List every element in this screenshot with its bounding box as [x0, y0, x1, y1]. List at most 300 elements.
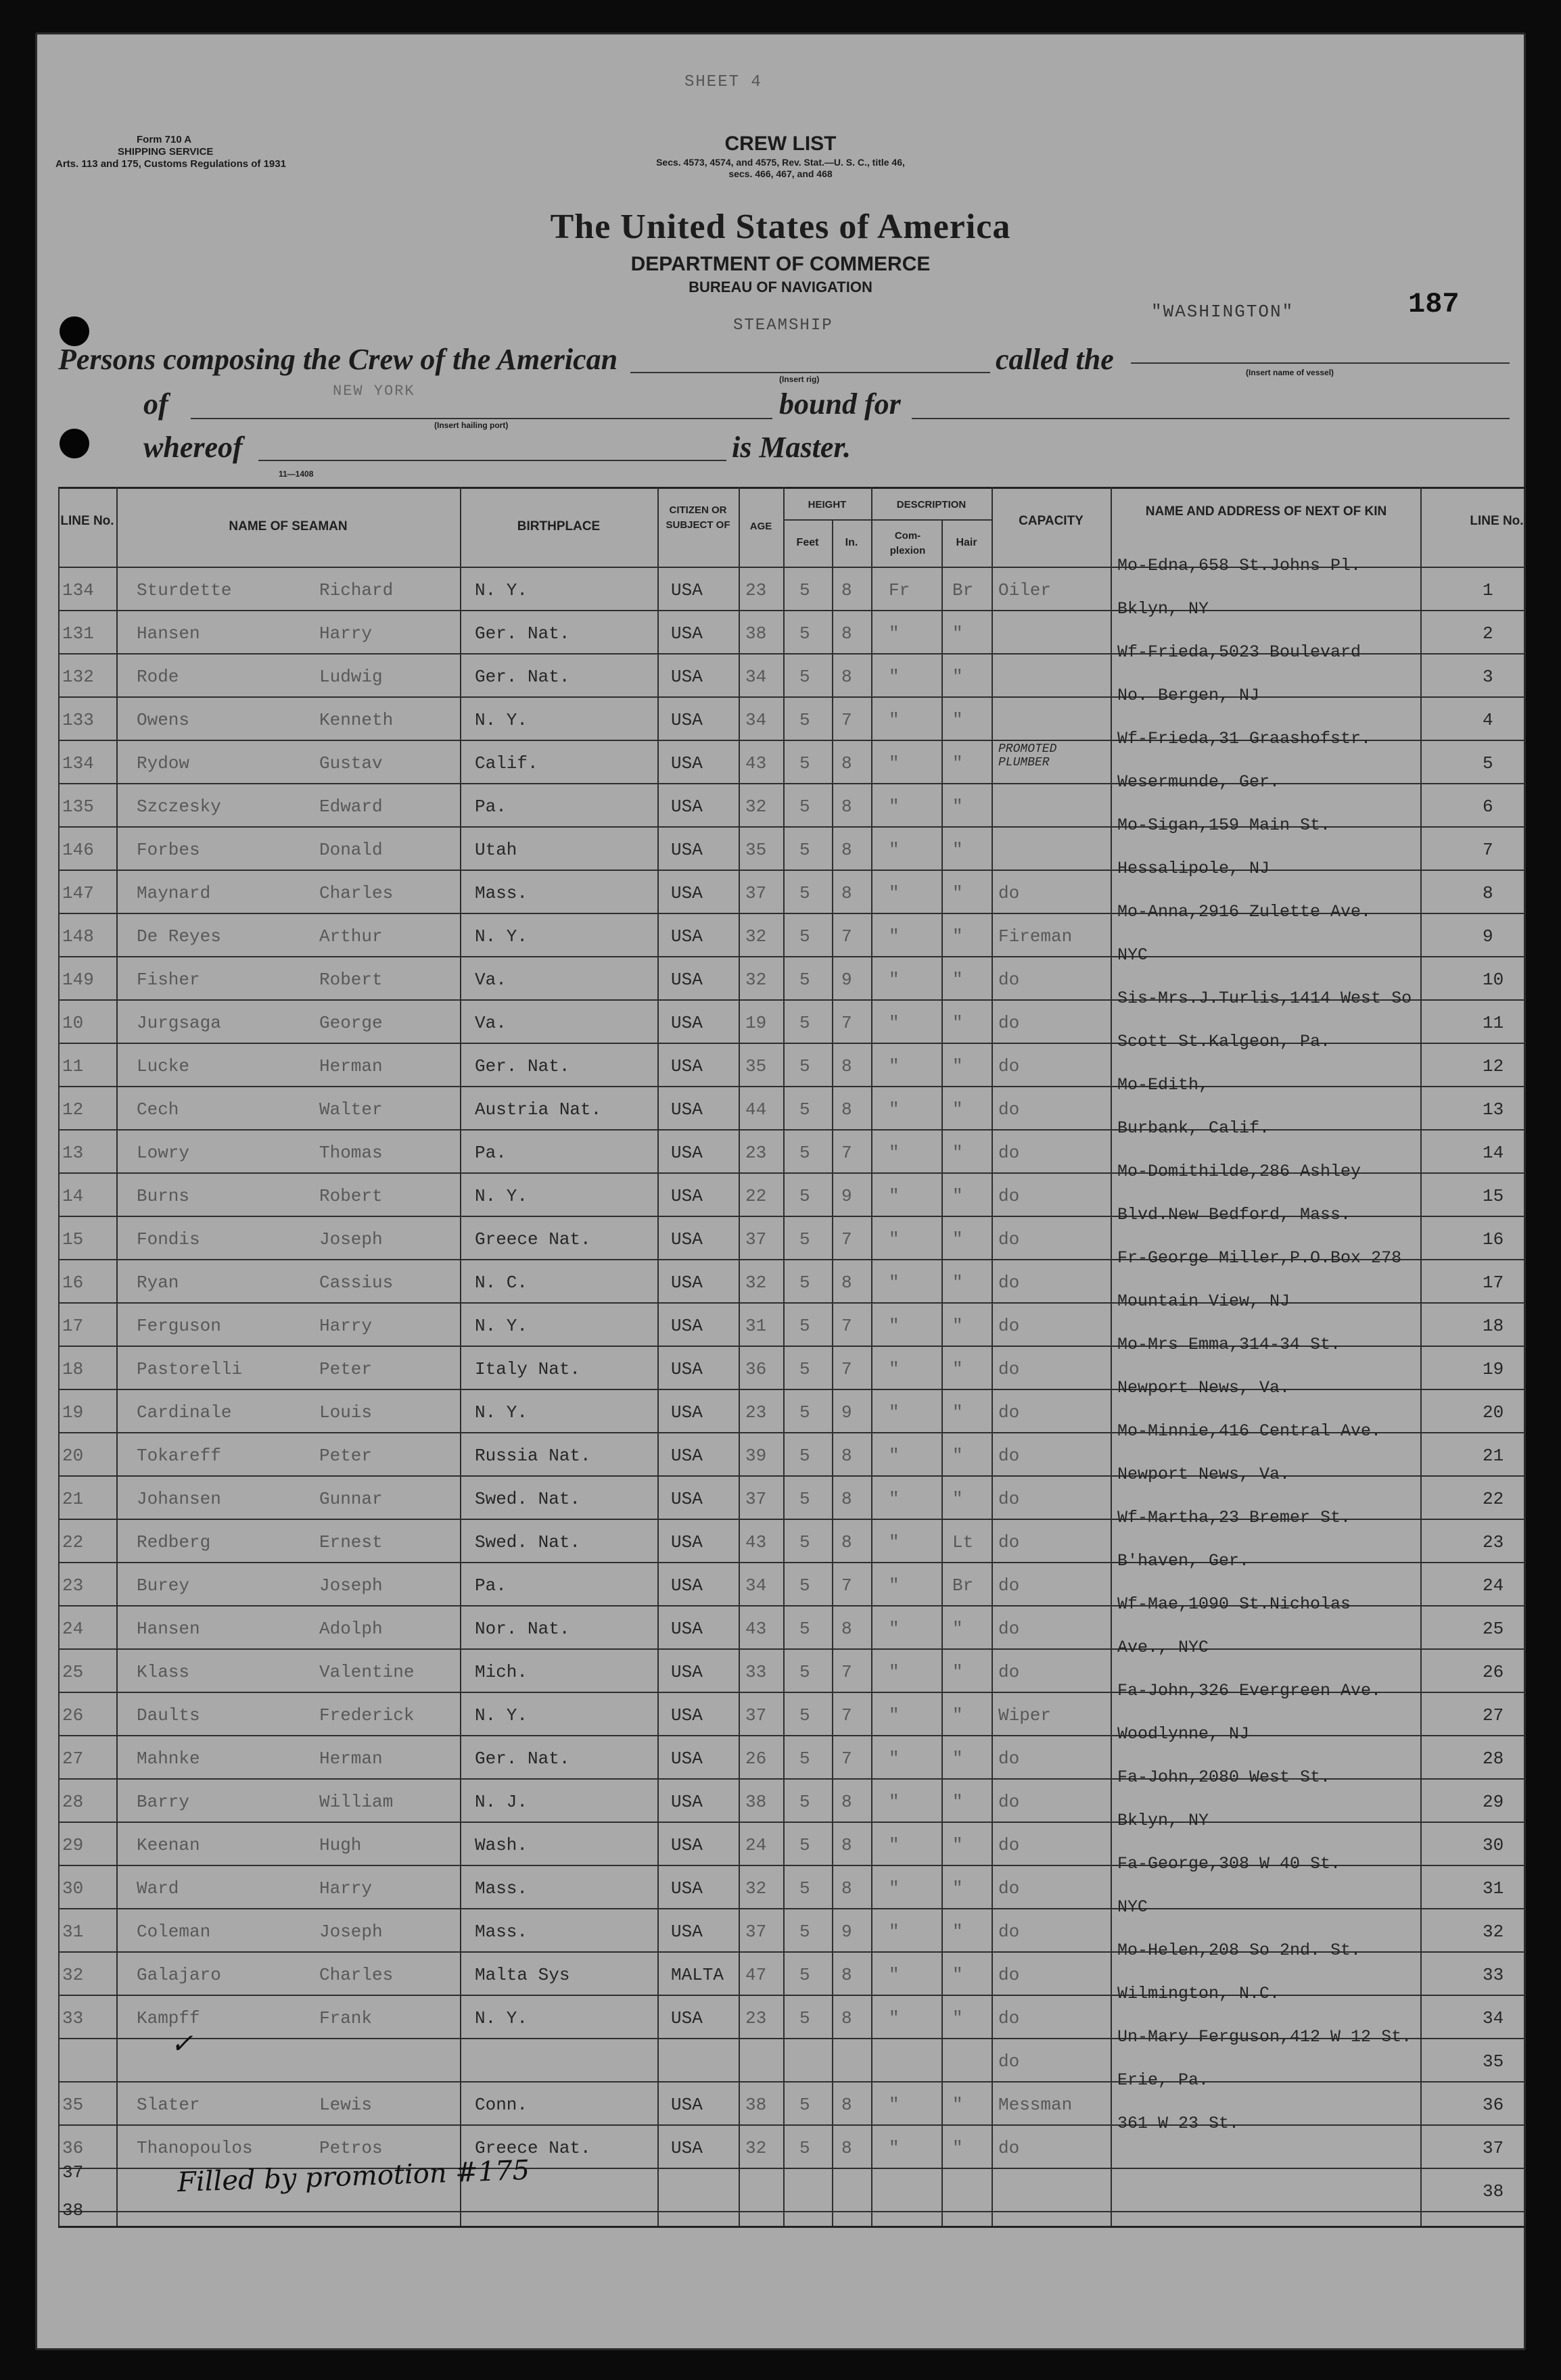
next-of-kin-cell: Mo-Edith,	[1117, 1075, 1209, 1095]
complexion-cell: "	[889, 1748, 900, 1769]
age-cell: 37	[745, 1229, 767, 1250]
seaman-surname: Cardinale	[137, 1402, 232, 1423]
capacity-cell: do	[998, 2051, 1020, 2072]
row-divider	[58, 783, 1526, 784]
citizen-cell: USA	[671, 1662, 703, 1682]
next-of-kin-cell: Newport News, Va.	[1117, 1378, 1290, 1398]
seaman-surname: Daults	[137, 1705, 200, 1726]
age-cell: 23	[745, 580, 767, 600]
birthplace-cell: N. Y.	[475, 1316, 528, 1336]
next-of-kin-cell: Newport News, Va.	[1117, 1465, 1290, 1484]
row-divider	[58, 1908, 1526, 1909]
capacity-cell: do	[998, 1748, 1020, 1769]
seaman-surname: Barry	[137, 1792, 190, 1812]
citizen-cell: USA	[671, 753, 703, 774]
inches-cell: 8	[841, 2008, 852, 2028]
citizen-cell: USA	[671, 1272, 703, 1293]
complexion-cell: "	[889, 1272, 900, 1293]
complexion-cell: "	[889, 1878, 900, 1899]
age-cell: 43	[745, 753, 767, 774]
right-line-number: 36	[1483, 2095, 1504, 2115]
capacity-cell: do	[998, 1878, 1020, 1899]
inches-cell: 7	[841, 926, 852, 947]
feet-cell: 5	[799, 1792, 810, 1812]
seaman-given-name: Robert	[319, 970, 383, 990]
inches-cell: 8	[841, 1099, 852, 1120]
inches-cell: 9	[841, 1402, 852, 1423]
capacity-cell: do	[998, 1489, 1020, 1509]
seaman-surname: Lowry	[137, 1143, 190, 1163]
feet-cell: 5	[799, 1835, 810, 1855]
feet-cell: 5	[799, 1143, 810, 1163]
age-cell: 26	[745, 1748, 767, 1769]
citizen-cell: USA	[671, 1489, 703, 1509]
age-cell: 31	[745, 1316, 767, 1336]
next-of-kin-cell: Mo-Edna,658 St.Johns Pl.	[1117, 556, 1361, 575]
hair-cell: Lt	[952, 1532, 974, 1552]
hair-cell: "	[952, 1662, 963, 1682]
crew-list-document	[35, 32, 1526, 2350]
birthplace-cell: Calif.	[475, 753, 538, 774]
right-line-number: 28	[1483, 1748, 1504, 1769]
feet-cell: 5	[799, 1056, 810, 1076]
seaman-given-name: Charles	[319, 883, 394, 903]
birthplace-cell: Mass.	[475, 1922, 528, 1942]
next-of-kin-cell: Fr-George Miller,P.O.Box 278	[1117, 1248, 1402, 1268]
left-line-number: 18	[62, 1359, 84, 1379]
seaman-surname: Burns	[137, 1186, 190, 1206]
hair-cell: "	[952, 667, 963, 687]
age-cell: 34	[745, 710, 767, 730]
age-cell: 43	[745, 1619, 767, 1639]
right-line-number: 10	[1483, 970, 1504, 990]
birthplace-cell: Mass.	[475, 883, 528, 903]
complexion-cell: "	[889, 1013, 900, 1033]
capacity-cell: do	[998, 1532, 1020, 1552]
right-line-number: 14	[1483, 1143, 1504, 1163]
row-divider	[58, 1129, 1526, 1130]
seaman-given-name: Richard	[319, 580, 394, 600]
feet-cell: 5	[799, 623, 810, 644]
seaman-surname: Ward	[137, 1878, 179, 1899]
seaman-surname: Fondis	[137, 1229, 200, 1250]
feet-cell: 5	[799, 2008, 810, 2028]
seaman-given-name: Joseph	[319, 1229, 383, 1250]
seaman-given-name: Walter	[319, 1099, 383, 1120]
inches-cell: 8	[841, 840, 852, 860]
citizen-cell: USA	[671, 1575, 703, 1596]
next-of-kin-cell: Blvd.New Bedford, Mass.	[1117, 1205, 1351, 1224]
birthplace-cell: Malta Sys	[475, 1965, 570, 1985]
birthplace-cell: N. Y.	[475, 926, 528, 947]
next-of-kin-cell: Mo-Minnie,416 Central Ave.	[1117, 1421, 1382, 1441]
feet-cell: 5	[799, 1965, 810, 1985]
hair-cell: "	[952, 1272, 963, 1293]
header-inches: In.	[845, 537, 858, 548]
birthplace-cell: Pa.	[475, 1575, 507, 1596]
birthplace-cell: Va.	[475, 1013, 507, 1033]
citizen-cell: USA	[671, 840, 703, 860]
birthplace-cell: Ger. Nat.	[475, 1056, 570, 1076]
hair-cell: "	[952, 1619, 963, 1639]
right-line-number: 11	[1483, 1013, 1504, 1033]
seaman-surname: Klass	[137, 1662, 190, 1682]
seaman-surname: Owens	[137, 710, 190, 730]
complexion-cell: "	[889, 1186, 900, 1206]
left-line-number: 15	[62, 1229, 84, 1250]
capacity-cell: do	[998, 1922, 1020, 1942]
feet-cell: 5	[799, 840, 810, 860]
capacity-cell: do	[998, 1272, 1020, 1293]
citizen-cell: USA	[671, 2008, 703, 2028]
shipping-service: SHIPPING SERVICE	[118, 146, 214, 158]
hair-cell: Br	[952, 1575, 974, 1596]
row-divider	[58, 2211, 1526, 2212]
next-of-kin-cell: Mo-Helen,208 So 2nd. St.	[1117, 1941, 1361, 1960]
right-line-number: 29	[1483, 1792, 1504, 1812]
seaman-surname: Cech	[137, 1099, 179, 1120]
hair-cell: "	[952, 1359, 963, 1379]
header-line-no: LINE No.	[60, 514, 114, 528]
feet-cell: 5	[799, 753, 810, 774]
seaman-given-name: Harry	[319, 1878, 373, 1899]
left-line-number: 35	[62, 2095, 84, 2115]
feet-cell: 5	[799, 1186, 810, 1206]
statute-line-1: Secs. 4573, 4574, and 4575, Rev. Stat.—U. S. C., title 46,	[656, 157, 905, 168]
feet-cell: 5	[799, 580, 810, 600]
left-line-number: 148	[62, 926, 94, 947]
age-cell: 32	[745, 1272, 767, 1293]
capacity-cell: do	[998, 1575, 1020, 1596]
next-of-kin-cell: Hessalipole, NJ	[1117, 859, 1270, 878]
left-line-number: 12	[62, 1099, 84, 1120]
header-description: DESCRIPTION	[896, 499, 966, 510]
citizen-cell: USA	[671, 1229, 703, 1250]
seaman-surname: Slater	[137, 2095, 200, 2115]
port-hint: (Insert hailing port)	[434, 421, 509, 430]
hair-cell: "	[952, 1878, 963, 1899]
seaman-surname: Hansen	[137, 623, 200, 644]
feet-cell: 5	[799, 1922, 810, 1942]
capacity-cell: do	[998, 1835, 1020, 1855]
seaman-surname: Forbes	[137, 840, 200, 860]
inches-cell: 7	[841, 710, 852, 730]
right-line-number: 20	[1483, 1402, 1504, 1423]
left-line-number: 19	[62, 1402, 84, 1423]
hair-cell: "	[952, 2095, 963, 2115]
left-line-number: 31	[62, 1922, 84, 1942]
feet-cell: 5	[799, 883, 810, 903]
citizen-cell: USA	[671, 1143, 703, 1163]
birthplace-cell: N. Y.	[475, 1705, 528, 1726]
citizen-cell: USA	[671, 970, 703, 990]
inches-cell: 8	[841, 623, 852, 644]
left-line-number: 132	[62, 667, 94, 687]
complexion-cell: "	[889, 926, 900, 947]
citizen-cell: USA	[671, 796, 703, 817]
seaman-given-name: Harry	[319, 1316, 373, 1336]
right-line-number: 3	[1483, 667, 1493, 687]
seaman-given-name: Hugh	[319, 1835, 362, 1855]
next-of-kin-cell: NYC	[1117, 945, 1148, 965]
birthplace-cell: Ger. Nat.	[475, 667, 570, 687]
feet-cell: 5	[799, 1446, 810, 1466]
inches-cell: 7	[841, 1316, 852, 1336]
column-divider	[783, 487, 785, 2226]
complexion-cell: "	[889, 2008, 900, 2028]
seaman-given-name: Cassius	[319, 1272, 394, 1293]
hair-cell: "	[952, 1446, 963, 1466]
header-complexion: Com- plexion	[889, 530, 926, 556]
citizen-cell: USA	[671, 1835, 703, 1855]
birthplace-cell: Greece Nat.	[475, 2138, 591, 2158]
birthplace-cell: Wash.	[475, 1835, 528, 1855]
feet-cell: 5	[799, 1099, 810, 1120]
inches-cell: 8	[841, 883, 852, 903]
next-of-kin-cell: Mo-Sigan,159 Main St.	[1117, 815, 1331, 835]
hair-cell: "	[952, 2138, 963, 2158]
customs-articles: Arts. 113 and 175, Customs Regulations of 1931	[55, 158, 286, 170]
citizen-cell: USA	[671, 2095, 703, 2115]
complexion-cell: "	[889, 1662, 900, 1682]
capacity-cell: do	[998, 2138, 1020, 2158]
birthplace-cell: Mich.	[475, 1662, 528, 1682]
birthplace-cell: Ger. Nat.	[475, 623, 570, 644]
seaman-given-name: Thomas	[319, 1143, 383, 1163]
next-of-kin-cell: Fa-George,308 W 40 St.	[1117, 1854, 1341, 1874]
left-line-number: 131	[62, 623, 94, 644]
complexion-cell: "	[889, 1056, 900, 1076]
rig-blank	[630, 372, 990, 373]
header-age: AGE	[749, 521, 772, 532]
inches-cell: 7	[841, 1662, 852, 1682]
declaration-line2-a: of	[143, 387, 168, 421]
birthplace-cell: N. Y.	[475, 1186, 528, 1206]
inches-cell: 8	[841, 1056, 852, 1076]
seaman-surname: De Reyes	[137, 926, 221, 947]
capacity-cell: do	[998, 1316, 1020, 1336]
right-line-number: 9	[1483, 926, 1493, 947]
right-line-number: 7	[1483, 840, 1493, 860]
right-line-number: 37	[1483, 2138, 1504, 2158]
seaman-surname: Burey	[137, 1575, 190, 1596]
feet-cell: 5	[799, 2095, 810, 2115]
hair-cell: "	[952, 1143, 963, 1163]
complexion-cell: "	[889, 2095, 900, 2115]
capacity-cell: Messman	[998, 2095, 1073, 2115]
age-cell: 24	[745, 1835, 767, 1855]
hair-cell: "	[952, 1835, 963, 1855]
left-line-number: 147	[62, 883, 94, 903]
age-cell: 32	[745, 2138, 767, 2158]
birthplace-cell: N. Y.	[475, 1402, 528, 1423]
rig-value: STEAMSHIP	[733, 316, 833, 335]
left-line-number: 33	[62, 2008, 84, 2028]
left-line-number: 29	[62, 1835, 84, 1855]
birthplace-cell: N. C.	[475, 1272, 528, 1293]
feet-cell: 5	[799, 970, 810, 990]
declaration-line3-a: whereof	[143, 431, 243, 464]
seaman-given-name: Ludwig	[319, 667, 383, 687]
right-line-number: 15	[1483, 1186, 1504, 1206]
seaman-given-name: Petros	[319, 2138, 383, 2158]
capacity-cell: PROMOTED PLUMBER	[998, 742, 1057, 769]
left-line-number: 26	[62, 1705, 84, 1726]
hair-cell: "	[952, 710, 963, 730]
seaman-surname: Szczesky	[137, 796, 221, 817]
feet-cell: 5	[799, 1748, 810, 1769]
complexion-cell: "	[889, 623, 900, 644]
row-divider	[58, 1648, 1526, 1650]
age-cell: 36	[745, 1359, 767, 1379]
birthplace-cell: Pa.	[475, 796, 507, 817]
hair-cell: "	[952, 1705, 963, 1726]
next-of-kin-cell: Wf-Martha,23 Bremer St.	[1117, 1508, 1351, 1527]
hair-cell: "	[952, 926, 963, 947]
column-divider	[460, 487, 461, 2226]
citizen-cell: USA	[671, 1532, 703, 1552]
seaman-given-name: Harry	[319, 623, 373, 644]
next-of-kin-cell: Scott St.Kalgeon, Pa.	[1117, 1032, 1331, 1051]
hair-cell: "	[952, 1013, 963, 1033]
capacity-cell: do	[998, 1402, 1020, 1423]
right-line-number: 21	[1483, 1446, 1504, 1466]
row-divider	[58, 696, 1526, 698]
hair-cell: "	[952, 840, 963, 860]
next-of-kin-cell: 361 W 23 St.	[1117, 2114, 1240, 2133]
age-cell: 38	[745, 1792, 767, 1812]
seaman-surname: Maynard	[137, 883, 211, 903]
complexion-cell: "	[889, 796, 900, 817]
handwritten-note: Filled by promotion #175	[177, 2154, 530, 2199]
capacity-cell: do	[998, 1359, 1020, 1379]
age-cell: 35	[745, 1056, 767, 1076]
seaman-given-name: Herman	[319, 1056, 383, 1076]
seaman-surname: Redberg	[137, 1532, 211, 1552]
header-birthplace: BIRTHPLACE	[517, 519, 601, 533]
feet-cell: 5	[799, 710, 810, 730]
seaman-given-name: Robert	[319, 1186, 383, 1206]
checkmark: ✓	[170, 2028, 193, 2060]
inches-cell: 8	[841, 580, 852, 600]
citizen-cell: USA	[671, 1748, 703, 1769]
inches-cell: 8	[841, 667, 852, 687]
row-divider	[58, 1086, 1526, 1087]
right-line-number: 26	[1483, 1662, 1504, 1682]
seaman-given-name: Lewis	[319, 2095, 373, 2115]
citizen-cell: USA	[671, 667, 703, 687]
citizen-cell: MALTA	[671, 1965, 724, 1985]
capacity-cell: Fireman	[998, 926, 1073, 947]
left-line-number: 22	[62, 1532, 84, 1552]
header-capacity: CAPACITY	[1019, 514, 1084, 528]
hair-cell: "	[952, 623, 963, 644]
header-next-of-kin: NAME AND ADDRESS OF NEXT OF KIN	[1145, 504, 1387, 519]
country-heading: The United States of America	[550, 208, 1011, 246]
seaman-surname: Galajaro	[137, 1965, 221, 1985]
capacity-cell: do	[998, 1056, 1020, 1076]
hair-cell: "	[952, 1922, 963, 1942]
age-cell: 34	[745, 1575, 767, 1596]
seaman-given-name: Arthur	[319, 926, 383, 947]
citizen-cell: USA	[671, 1316, 703, 1336]
feet-cell: 5	[799, 1662, 810, 1682]
port-blank	[191, 418, 772, 419]
statute-line-2: secs. 466, 467, and 468	[728, 168, 833, 179]
birthplace-cell: N. Y.	[475, 2008, 528, 2028]
bureau-heading: BUREAU OF NAVIGATION	[689, 279, 872, 295]
inches-cell: 8	[841, 1489, 852, 1509]
inches-cell: 9	[841, 1922, 852, 1942]
next-of-kin-cell: B'haven, Ger.	[1117, 1551, 1250, 1571]
seaman-given-name: Frederick	[319, 1705, 415, 1726]
complexion-cell: "	[889, 1835, 900, 1855]
left-line-number: 134	[62, 580, 94, 600]
complexion-cell: "	[889, 710, 900, 730]
left-line-number: 14	[62, 1186, 84, 1206]
complexion-cell: "	[889, 1229, 900, 1250]
birthplace-cell: Nor. Nat.	[475, 1619, 570, 1639]
inches-cell: 8	[841, 1619, 852, 1639]
left-line-number: 36	[62, 2138, 84, 2158]
birthplace-cell: Va.	[475, 970, 507, 990]
capacity-cell: do	[998, 1186, 1020, 1206]
column-divider	[657, 487, 659, 2226]
birthplace-cell: Swed. Nat.	[475, 1532, 581, 1552]
right-line-number: 24	[1483, 1575, 1504, 1596]
next-of-kin-cell: Sis-Mrs.J.Turlis,1414 West So	[1117, 989, 1412, 1008]
left-line-number: 133	[62, 710, 94, 730]
hair-cell: "	[952, 1489, 963, 1509]
next-of-kin-cell: Un-Mary Ferguson,412 W 12 St.	[1117, 2027, 1412, 2047]
complexion-cell: "	[889, 753, 900, 774]
age-cell: 34	[745, 667, 767, 687]
master-blank	[258, 460, 726, 461]
birthplace-cell: N. Y.	[475, 580, 528, 600]
feet-cell: 5	[799, 1229, 810, 1250]
complexion-cell: "	[889, 1792, 900, 1812]
right-line-number: 27	[1483, 1705, 1504, 1726]
birthplace-cell: Greece Nat.	[475, 1229, 591, 1250]
complexion-cell: "	[889, 1446, 900, 1466]
left-line-number: 10	[62, 1013, 84, 1033]
feet-cell: 5	[799, 1878, 810, 1899]
citizen-cell: USA	[671, 926, 703, 947]
citizen-cell: USA	[671, 710, 703, 730]
capacity-cell: do	[998, 1013, 1020, 1033]
seaman-given-name: Kenneth	[319, 710, 394, 730]
declaration-line2-b: bound for	[779, 387, 901, 421]
right-line-number: 19	[1483, 1359, 1504, 1379]
header-height: HEIGHT	[808, 499, 847, 510]
right-line-number: 12	[1483, 1056, 1504, 1076]
left-line-number: 24	[62, 1619, 84, 1639]
right-line-number: 31	[1483, 1878, 1504, 1899]
vessel-value: "WASHINGTON"	[1151, 302, 1295, 322]
inches-cell: 7	[841, 1575, 852, 1596]
hair-cell: "	[952, 1748, 963, 1769]
birthplace-cell: N. J.	[475, 1792, 528, 1812]
header-citizen: CITIZEN OR SUBJECT OF	[666, 504, 730, 531]
right-line-number: 32	[1483, 1922, 1504, 1942]
age-cell: 38	[745, 623, 767, 644]
declaration-line1-b: called the	[996, 343, 1114, 376]
right-line-number: 13	[1483, 1099, 1504, 1120]
right-line-number: 35	[1483, 2051, 1504, 2072]
rig-hint: (Insert rig)	[779, 375, 820, 384]
age-cell: 47	[745, 1965, 767, 1985]
complexion-cell: "	[889, 1316, 900, 1336]
